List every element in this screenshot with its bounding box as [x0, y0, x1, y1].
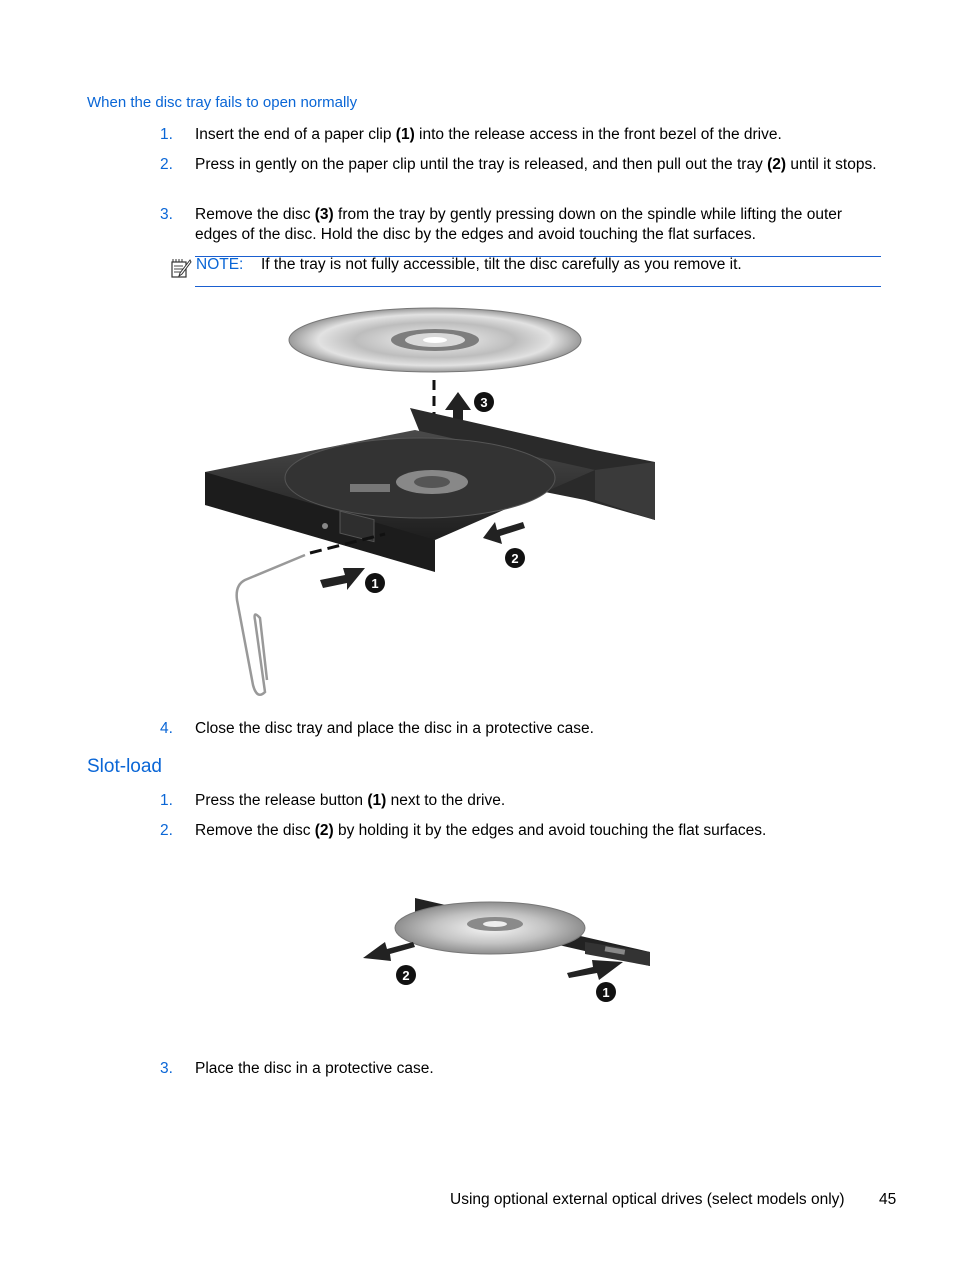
step-text: Remove the disc (3) from the tray by gently pressing down on the spindle while lifting the outer edges of the disc. Hold the disc by the edges and avoid touching the flat surfaces. — [195, 206, 843, 243]
step-text: Press the release button (1) next to the drive. — [195, 792, 506, 809]
running-footer: Using optional external optical drives (select models only) — [450, 1191, 845, 1208]
tray-drive-illustration — [195, 300, 665, 705]
callout-2: 2 — [511, 551, 519, 566]
step-text: Close the disc tray and place the disc in a protective case. — [195, 720, 594, 737]
step-text: Press in gently on the paper clip until the tray is released, and then pull out the tray (2) until it stops. — [195, 156, 877, 173]
step-text: Insert the end of a paper clip (1) into the release access in the front bezel of the drive. — [195, 126, 782, 143]
step-number: 4. — [160, 720, 173, 737]
note-bottom-rule — [195, 286, 881, 287]
step-number: 3. — [160, 1060, 173, 1077]
step-text: Remove the disc (2) by holding it by the edges and avoid touching the flat surfaces. — [195, 822, 767, 839]
callout-2: 2 — [402, 968, 410, 983]
step-number: 2. — [160, 822, 173, 839]
slot-load-heading: Slot-load — [87, 756, 162, 777]
step-number: 2. — [160, 156, 173, 173]
callout-1: 1 — [602, 985, 610, 1000]
page-number: 45 — [879, 1191, 897, 1208]
step-number: 3. — [160, 206, 173, 223]
callout-1: 1 — [371, 576, 379, 591]
note-pad-icon — [170, 257, 192, 279]
slot-load-illustration — [355, 890, 655, 1010]
callout-3: 3 — [480, 395, 488, 410]
section-heading: When the disc tray fails to open normally — [87, 94, 358, 111]
step-text: Place the disc in a protective case. — [195, 1060, 434, 1077]
note-label: NOTE: — [196, 256, 244, 273]
step-number: 1. — [160, 126, 173, 143]
step-number: 1. — [160, 792, 173, 809]
note-text: If the tray is not fully accessible, tilt the disc carefully as you remove it. — [261, 256, 742, 273]
